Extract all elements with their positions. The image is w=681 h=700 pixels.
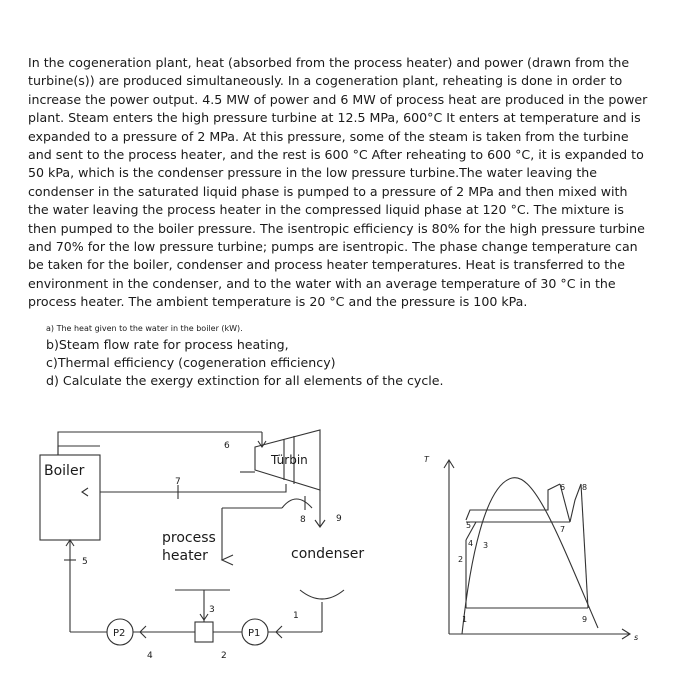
- ts-point-9: 9: [582, 615, 588, 624]
- question-b: b)Steam flow rate for process heating,: [46, 337, 289, 352]
- ts-point-5: 5: [466, 521, 472, 530]
- state-7: 7: [175, 477, 181, 487]
- ts-point-8: 8: [582, 483, 588, 492]
- process-heater-label: process: [162, 530, 216, 546]
- state-2: 2: [221, 651, 227, 661]
- ts-point-7: 7: [560, 525, 566, 534]
- turbine-label: Türbin: [271, 453, 308, 467]
- pump-p1-label: P1: [248, 628, 261, 639]
- ts-point-2: 2: [458, 555, 464, 564]
- pump-p2-label: P2: [113, 628, 126, 639]
- ts-point-4: 4: [468, 539, 474, 548]
- state-1: 1: [293, 611, 299, 621]
- question-d: d) Calculate the exergy extinction for all elements of the cycle.: [46, 373, 444, 388]
- boiler-label: Boiler: [44, 463, 85, 479]
- axis-t-label: T: [424, 455, 429, 464]
- process-heater-label-2: heater: [162, 548, 208, 564]
- state-5: 5: [82, 557, 88, 567]
- axis-s-label: s: [634, 633, 639, 642]
- state-9: 9: [336, 514, 342, 524]
- state-3: 3: [209, 605, 215, 615]
- problem-statement: In the cogeneration plant, heat (absorbed from the process heater) and power (drawn from the turbine(s)) are produced simultaneously. In a cogeneration plant, reheating is done in order to increase the power output. 4.5 MW of power and 6 MW of process heat are produced in the power plant. Steam enters the high pressure turbine at 12.5 MPa, 600°C It enters at temperature and is expanded to a pressure of 2 MPa. At this pressure, some of the steam is taken from the turbine and sent to the process heater, and the rest is 600 °C After reheating to 600 °C, it is expanded to 50 kPa, which is the condenser pressure in the low pressure turbine.The water leaving the condenser in the saturated liquid phase is pumped to a pressure of 2 MPa and then mixed with the water leaving the process heater in the compressed liquid phase at 120 °C. The mixture is then pumped to the boiler pressure. The isentropic efficiency is 80% for the high pressure turbine and 70% for the low pressure turbine; pumps are isentropic. The phase change temperature can be taken for the boiler, condenser and process heater temperatures. Heat is transferred to the environment in the condenser, and to the water with an average temperature of 30 °C in the process heater. The ambient temperature is 20 °C and the pressure is 100 kPa.: [28, 55, 648, 310]
- state-6: 6: [224, 441, 230, 451]
- saturation-dome: [462, 478, 598, 634]
- condenser-label: condenser: [291, 546, 365, 562]
- question-c: c)Thermal efficiency (cogeneration efficiency): [46, 355, 336, 370]
- ts-point-3: 3: [483, 541, 489, 550]
- state-4: 4: [147, 651, 153, 661]
- state-8: 8: [300, 515, 306, 525]
- question-a: a) The heat given to the water in the boiler (kW).: [46, 324, 243, 333]
- ts-point-6: 6: [560, 483, 566, 492]
- ts-point-1: 1: [462, 615, 468, 624]
